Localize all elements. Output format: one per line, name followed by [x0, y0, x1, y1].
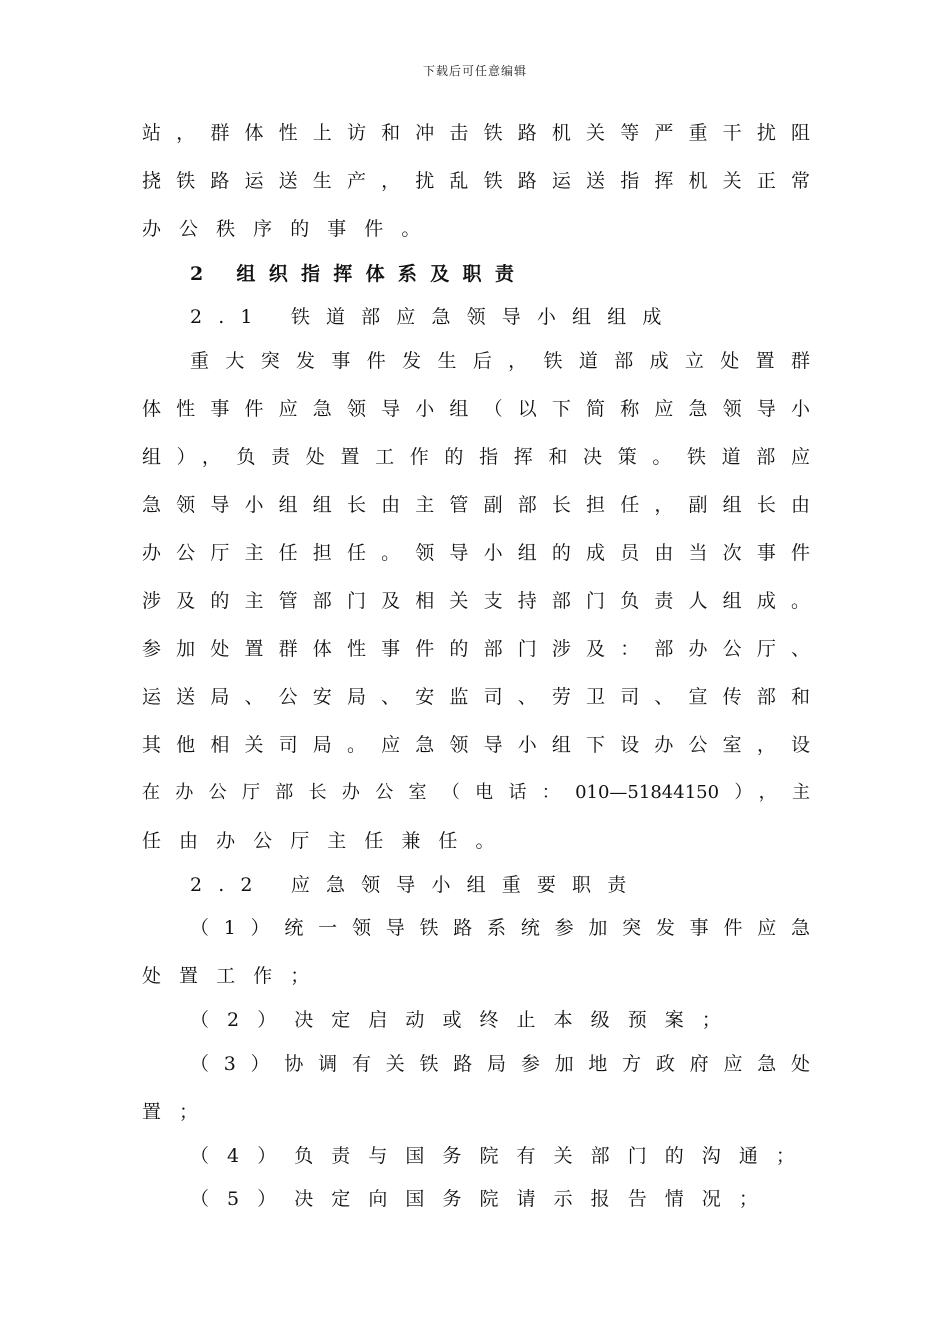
- paragraph-line: 涉及的主管部门及相关支持部门负责人组成。: [142, 590, 810, 612]
- paragraph-line: 置；: [142, 1101, 217, 1123]
- paragraph-line: 办公秩序的事件。: [142, 218, 439, 240]
- paragraph-line: 办公厅主任担任。领导小组的成员由当次事件: [142, 542, 810, 564]
- paragraph-line: 急领导小组组长由主管副部长担任，副组长由: [142, 494, 810, 516]
- paragraph-line: 任由办公厅主任兼任。: [142, 830, 513, 852]
- subsection-heading: 2.1 铁道部应急领导小组组成: [190, 306, 678, 328]
- paragraph-line: 其他相关司局。应急领导小组下设办公室，设: [142, 734, 810, 756]
- list-item: （5）决定向国务院请示报告情况；: [190, 1188, 776, 1210]
- subsection-heading: 2.2 应急领导小组重要职责: [190, 874, 643, 896]
- paragraph-line: 体性事件应急领导小组（以下简称应急领导小: [142, 398, 810, 420]
- paragraph-line: 运送局、公安局、安监司、劳卫司、宣传部和: [142, 686, 810, 708]
- paragraph-line: 站，群体性上访和冲击铁路机关等严重干扰阻: [142, 122, 810, 144]
- list-item: （1）统一领导铁路系统参加突发事件应急: [190, 917, 810, 939]
- page-header: 下载后可任意编辑: [422, 64, 527, 78]
- paragraph-line: 重大突发事件发生后，铁道部成立处置群: [190, 350, 810, 372]
- list-item: （3）协调有关铁路局参加地方政府应急处: [190, 1053, 810, 1075]
- list-item: （2）决定启动或终止本级预案；: [190, 1009, 739, 1031]
- paragraph-line: 参加处置群体性事件的部门涉及：部办公厅、: [142, 638, 810, 660]
- paragraph-line: 在办公厅部长办公室（电话：010—51844150），主: [142, 782, 810, 803]
- paragraph-line: 处置工作；: [142, 965, 328, 987]
- list-item: （4）负责与国务院有关部门的沟通；: [190, 1145, 813, 1167]
- paragraph-line: 组），负责处置工作的指挥和决策。铁道部应: [142, 446, 810, 468]
- section-heading: 2 组织指挥体系及职责: [190, 263, 528, 285]
- paragraph-line: 挠铁路运送生产，扰乱铁路运送指挥机关正常: [142, 170, 810, 192]
